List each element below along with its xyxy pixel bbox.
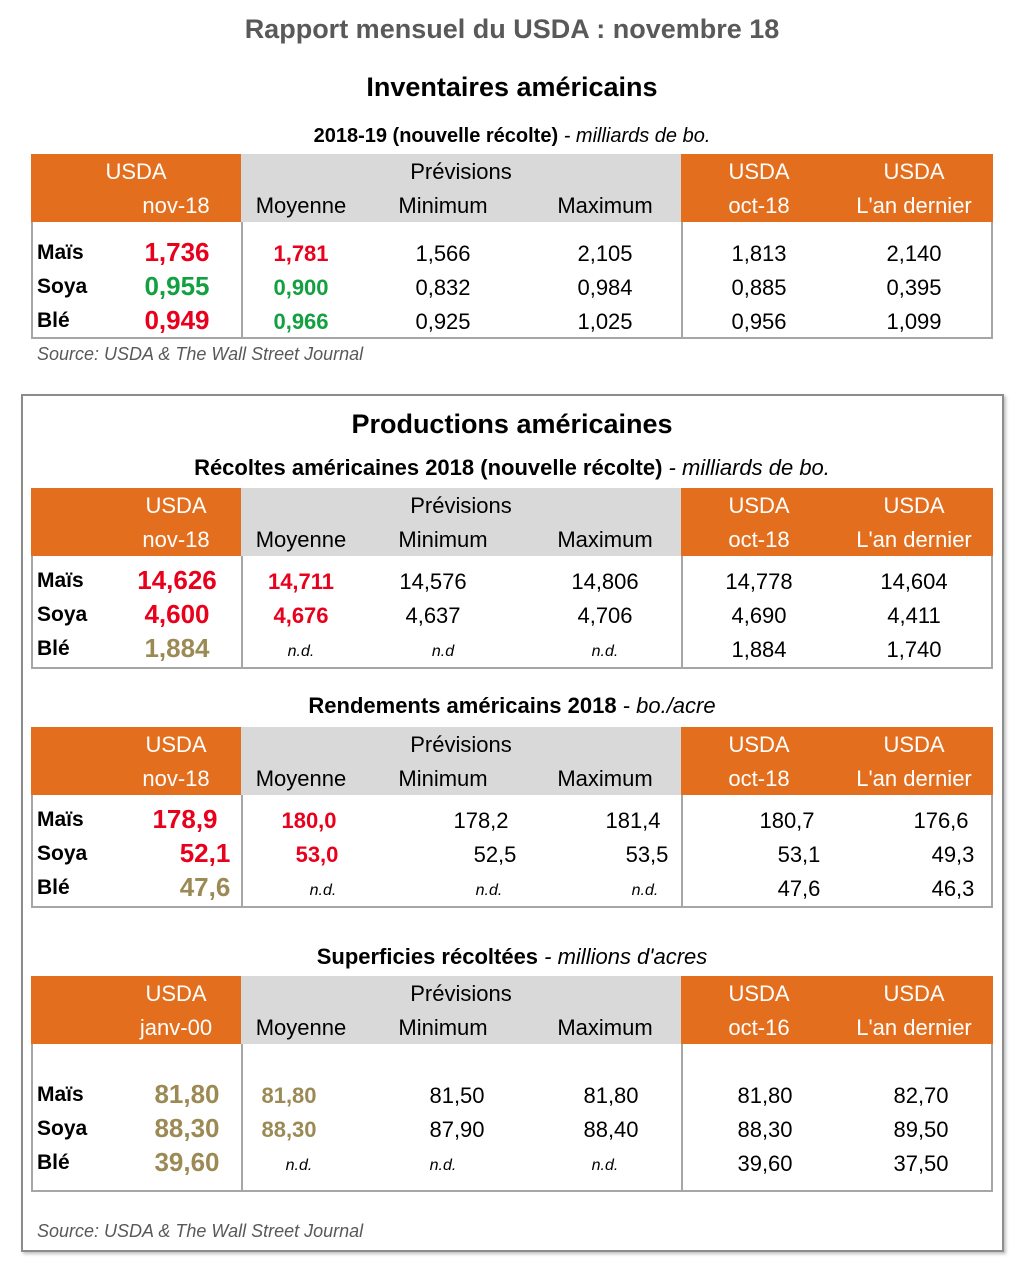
header-date: janv-00: [139, 1015, 213, 1040]
average-value: 1,781: [273, 241, 329, 266]
average-value: 53,0: [295, 842, 339, 867]
usda-value: 1,884: [144, 633, 210, 663]
header-maximum: Maximum: [557, 193, 653, 218]
prev-value: 1,813: [731, 241, 787, 266]
average-value: n.d.: [309, 882, 337, 899]
header-usda: USDA: [145, 493, 207, 518]
table-header: [31, 976, 993, 1044]
max-value: 4,706: [577, 603, 633, 628]
subtitle-bold: Récoltes américaines 2018 (nouvelle récolte): [194, 455, 663, 480]
lastyear-value: 49,3: [931, 842, 975, 867]
lastyear-value: 1,740: [886, 637, 942, 662]
average-value: 81,80: [261, 1083, 317, 1108]
header-usda-last: USDA: [883, 732, 945, 757]
average-value: n.d.: [285, 1157, 313, 1174]
header-usda-prev: USDA: [728, 732, 790, 757]
header-previsions: Prévisions: [410, 981, 512, 1006]
header-usda-prev: USDA: [728, 981, 790, 1006]
max-value: 181,4: [605, 808, 661, 833]
yield-table: [31, 727, 993, 908]
row-label: Blé: [37, 876, 70, 899]
max-value: 14,806: [571, 569, 639, 594]
subtitle-bold: 2018-19 (nouvelle récolte): [313, 125, 559, 147]
usda-value: 39,60: [154, 1147, 220, 1177]
table-header: [31, 727, 993, 795]
harvest-table: [31, 488, 993, 669]
prev-value: 4,690: [731, 603, 787, 628]
row-label: Maïs: [37, 1083, 84, 1106]
prev-value: 180,7: [759, 808, 815, 833]
prev-value: 0,885: [731, 275, 787, 300]
usda-value: 81,80: [154, 1079, 220, 1109]
header-moyenne: Moyenne: [255, 1015, 347, 1040]
harvest-subtitle: [0, 455, 1024, 481]
lastyear-value: 0,395: [886, 275, 942, 300]
row-label: Soya: [37, 275, 88, 298]
lastyear-value: 82,70: [893, 1083, 949, 1108]
max-value: n.d.: [591, 643, 619, 660]
header-usda: USDA: [145, 981, 207, 1006]
header-date: nov-18: [142, 766, 210, 791]
usda-value: 1,736: [144, 237, 210, 267]
subtitle-unit: - bo./acre: [616, 693, 716, 718]
header-maximum: Maximum: [557, 527, 653, 552]
max-value: 88,40: [583, 1117, 639, 1142]
header-previsions: Prévisions: [410, 493, 512, 518]
header-usda-prev: USDA: [728, 159, 790, 184]
header-minimum: Minimum: [398, 766, 488, 791]
header-lastyear: L'an dernier: [856, 1015, 972, 1040]
max-value: 1,025: [577, 309, 633, 334]
usda-value: 4,600: [144, 599, 210, 629]
max-value: 0,984: [577, 275, 633, 300]
lastyear-value: 1,099: [886, 309, 942, 334]
min-value: 0,832: [415, 275, 471, 300]
lastyear-value: 89,50: [893, 1117, 949, 1142]
production-heading: Productions américaines: [351, 409, 673, 439]
min-value: 81,50: [429, 1083, 485, 1108]
max-value: 2,105: [577, 241, 633, 266]
header-minimum: Minimum: [398, 193, 488, 218]
report-title: Rapport mensuel du USDA : novembre 18: [244, 14, 780, 44]
max-value: 53,5: [625, 842, 669, 867]
subtitle-unit: - milliards de bo.: [662, 455, 830, 480]
min-value: n.d: [431, 643, 455, 660]
lastyear-value: 14,604: [880, 569, 948, 594]
header-lastyear: L'an dernier: [856, 527, 972, 552]
row-label: Blé: [37, 309, 70, 332]
average-value: 4,676: [273, 603, 329, 628]
average-value: 180,0: [281, 808, 337, 833]
row-label: Soya: [37, 603, 88, 626]
prev-value: 0,956: [731, 309, 787, 334]
lastyear-value: 2,140: [886, 241, 942, 266]
min-value: 87,90: [429, 1117, 485, 1142]
area-table: [31, 976, 993, 1192]
header-usda: USDA: [105, 159, 167, 184]
subtitle-bold: Rendements américains 2018: [308, 693, 617, 718]
subtitle-bold: Superficies récoltées: [316, 944, 539, 969]
yield-subtitle: [0, 693, 1024, 719]
lastyear-value: 46,3: [931, 876, 975, 901]
header-lastyear: L'an dernier: [856, 766, 972, 791]
header-usda-prev: USDA: [728, 493, 790, 518]
subtitle-unit: - millions d'acres: [538, 944, 708, 969]
header-usda-last: USDA: [883, 159, 945, 184]
min-value: 1,566: [415, 241, 471, 266]
max-value: 81,80: [583, 1083, 639, 1108]
average-value: 0,966: [273, 309, 329, 334]
header-usda: USDA: [145, 732, 207, 757]
header-usda-last: USDA: [883, 981, 945, 1006]
header-date: nov-18: [142, 193, 210, 218]
header-usda-last: USDA: [883, 493, 945, 518]
header-date-prev: oct-18: [728, 193, 790, 218]
row-label: Maïs: [37, 569, 84, 592]
row-label: Blé: [37, 1151, 70, 1174]
average-value: 0,900: [273, 275, 329, 300]
row-label: Blé: [37, 637, 70, 660]
header-date: nov-18: [142, 527, 210, 552]
header-minimum: Minimum: [398, 1015, 488, 1040]
min-value: 52,5: [473, 842, 517, 867]
average-value: 14,711: [267, 569, 335, 594]
row-label: Soya: [37, 1117, 88, 1140]
lastyear-value: 37,50: [893, 1151, 949, 1176]
min-value: 4,637: [405, 603, 461, 628]
header-previsions: Prévisions: [410, 732, 512, 757]
area-subtitle: [0, 944, 1024, 970]
usda-value: 88,30: [154, 1113, 220, 1143]
prev-value: 53,1: [777, 842, 821, 867]
lastyear-value: 176,6: [913, 808, 969, 833]
header-moyenne: Moyenne: [255, 766, 347, 791]
header-lastyear: L'an dernier: [856, 193, 972, 218]
inventory-heading: Inventaires américains: [366, 72, 658, 102]
header-minimum: Minimum: [398, 527, 488, 552]
lastyear-value: 4,411: [887, 603, 941, 628]
inventory-subtitle: [0, 125, 1024, 148]
prev-value: 39,60: [737, 1151, 793, 1176]
prev-value: 81,80: [737, 1083, 793, 1108]
usda-value: 178,9: [152, 804, 218, 834]
prev-value: 88,30: [737, 1117, 793, 1142]
max-value: n.d.: [631, 882, 659, 899]
average-value: 88,30: [261, 1117, 317, 1142]
header-date-prev: oct-18: [728, 527, 790, 552]
header-date-prev: oct-18: [728, 766, 790, 791]
row-label: Soya: [37, 842, 88, 865]
min-value: n.d.: [475, 882, 503, 899]
source-note: Source: USDA & The Wall Street Journal: [37, 344, 364, 364]
header-maximum: Maximum: [557, 766, 653, 791]
usda-value: 0,949: [144, 305, 210, 335]
usda-value: 47,6: [179, 872, 231, 902]
prev-value: 14,778: [725, 569, 793, 594]
header-previsions: Prévisions: [410, 159, 512, 184]
table-header: [31, 154, 993, 222]
subtitle-unit: - milliards de bo.: [558, 125, 711, 147]
usda-value: 52,1: [179, 838, 231, 868]
max-value: n.d.: [591, 1157, 619, 1174]
header-date-prev: oct-16: [728, 1015, 790, 1040]
min-value: 0,925: [415, 309, 471, 334]
usda-value: 0,955: [144, 271, 210, 301]
min-value: 178,2: [453, 808, 509, 833]
prev-value: 47,6: [777, 876, 821, 901]
source-note: Source: USDA & The Wall Street Journal: [37, 1221, 364, 1241]
header-moyenne: Moyenne: [255, 193, 347, 218]
table-header: [31, 488, 993, 556]
average-value: n.d.: [287, 643, 315, 660]
min-value: n.d.: [429, 1157, 457, 1174]
usda-value: 14,626: [137, 565, 217, 595]
prev-value: 1,884: [731, 637, 787, 662]
header-maximum: Maximum: [557, 1015, 653, 1040]
header-moyenne: Moyenne: [255, 527, 347, 552]
min-value: 14,576: [399, 569, 467, 594]
row-label: Maïs: [37, 241, 84, 264]
inventory-table: [31, 154, 993, 339]
row-label: Maïs: [37, 808, 84, 831]
